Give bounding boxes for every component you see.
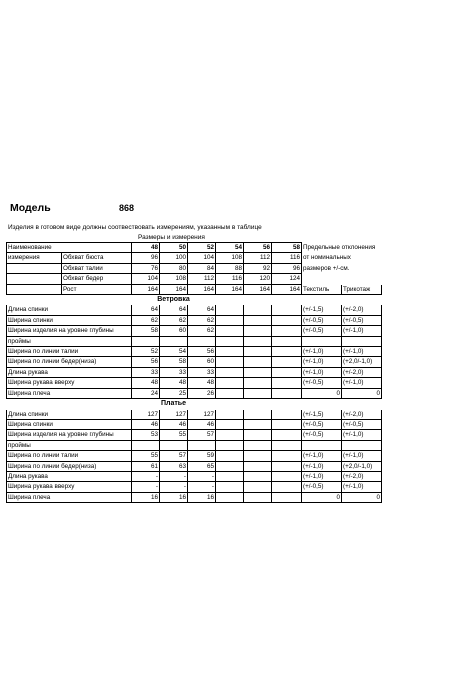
tolerance-textile: (+/-0,5) bbox=[302, 378, 342, 388]
header-name: Наименование bbox=[7, 243, 132, 253]
measurement-value: - bbox=[188, 482, 216, 492]
measurement-value: 56 bbox=[132, 357, 160, 367]
tolerance-knit: (+/-2,0) bbox=[342, 367, 382, 377]
measurement-row bbox=[7, 451, 382, 461]
tolerance-knit: (+/-1,0) bbox=[342, 482, 382, 492]
measurement-name: проймы bbox=[7, 336, 132, 346]
body-value: 112 bbox=[244, 253, 272, 263]
body-label: Обхват бедер bbox=[62, 274, 132, 284]
measurement-name: Ширина по линии талии bbox=[7, 347, 132, 357]
measurement-value: 62 bbox=[188, 315, 216, 325]
tolerance-textile: 0 bbox=[302, 492, 342, 502]
measurement-row bbox=[7, 367, 382, 377]
tolerance-textile: (+/-1,0) bbox=[302, 461, 342, 471]
measurement-value: 62 bbox=[188, 326, 216, 336]
measurement-value: 64 bbox=[188, 305, 216, 315]
tolerance-textile: (+/-0,5) bbox=[302, 315, 342, 325]
body-value: 76 bbox=[132, 263, 160, 273]
tolerance-header-1: Предельные отклонения bbox=[303, 244, 376, 251]
measurement-value: 56 bbox=[188, 347, 216, 357]
measurement-value: - bbox=[132, 482, 160, 492]
measurement-value: 58 bbox=[132, 326, 160, 336]
tolerance-knit: (+/-2,0) bbox=[342, 305, 382, 315]
body-value: 116 bbox=[272, 253, 302, 263]
tolerance-textile bbox=[302, 336, 342, 346]
tolerance-knit: (+2,0/-1,0) bbox=[342, 357, 382, 367]
measurement-value: 61 bbox=[132, 461, 160, 471]
body-row bbox=[7, 253, 382, 263]
measurement-name: Ширина плеча bbox=[7, 388, 132, 398]
tolerance-header-3: размеров +/-см. bbox=[303, 264, 350, 272]
tolerance-knit: 0 bbox=[342, 388, 382, 398]
measurement-row bbox=[7, 378, 382, 388]
measurement-value: 33 bbox=[188, 367, 216, 377]
measurement-value: 46 bbox=[188, 419, 216, 429]
measurement-row bbox=[7, 430, 382, 440]
measurement-value: 65 bbox=[188, 461, 216, 471]
measurements-table bbox=[6, 242, 382, 503]
body-label: Рост bbox=[62, 284, 132, 294]
body-row bbox=[7, 274, 382, 284]
body-value: 112 bbox=[188, 274, 216, 284]
body-value: 104 bbox=[188, 253, 216, 263]
table-note: Изделия в готовом виде должны соотвествовать измерениям, указанным в таблице bbox=[8, 224, 262, 231]
measurement-row bbox=[7, 461, 382, 471]
model-header bbox=[6, 198, 460, 218]
tol-header-textile: Текстиль bbox=[302, 284, 342, 294]
measurement-value: 53 bbox=[132, 430, 160, 440]
tolerance-textile: (+/-0,5) bbox=[302, 430, 342, 440]
measurement-value bbox=[132, 336, 160, 346]
body-value: 164 bbox=[160, 284, 188, 294]
tolerance-knit: (+/-0,5) bbox=[342, 419, 382, 429]
measurement-value: 16 bbox=[188, 492, 216, 502]
measurement-name: Длина рукава bbox=[7, 471, 132, 481]
measurement-value: 57 bbox=[188, 430, 216, 440]
body-row bbox=[7, 263, 382, 273]
measurement-name: Ширина по линии бедер(низа) bbox=[7, 357, 132, 367]
tolerance-textile: (+/-1,5) bbox=[302, 305, 342, 315]
body-value: 104 bbox=[132, 274, 160, 284]
measurement-row bbox=[7, 482, 382, 492]
tolerance-textile: (+/-0,5) bbox=[302, 419, 342, 429]
tolerance-knit bbox=[342, 440, 382, 450]
measurement-value: 16 bbox=[160, 492, 188, 502]
measurement-name: Ширина рукава вверху bbox=[7, 482, 132, 492]
measurement-row bbox=[7, 419, 382, 429]
measurement-value: 127 bbox=[160, 409, 188, 419]
measurement-value: 16 bbox=[132, 492, 160, 502]
measurement-value: 57 bbox=[160, 451, 188, 461]
tolerance-knit: 0 bbox=[342, 492, 382, 502]
tolerance-knit: (+2,0/-1,0) bbox=[342, 461, 382, 471]
measurement-value: 59 bbox=[188, 451, 216, 461]
measurement-value: - bbox=[160, 482, 188, 492]
body-value: 124 bbox=[272, 274, 302, 284]
measurement-value: 46 bbox=[132, 419, 160, 429]
header-row-1 bbox=[7, 243, 382, 253]
body-value: 120 bbox=[244, 274, 272, 284]
measurement-value: - bbox=[188, 471, 216, 481]
tolerance-knit: (+/-0,5) bbox=[342, 315, 382, 325]
body-value: 84 bbox=[188, 263, 216, 273]
measurement-name: Ширина плеча bbox=[7, 492, 132, 502]
measurement-row bbox=[7, 388, 382, 398]
tolerance-knit: (+/-2,0) bbox=[342, 471, 382, 481]
measurement-value bbox=[160, 440, 188, 450]
measurement-value: 33 bbox=[132, 367, 160, 377]
measurement-value: 62 bbox=[132, 315, 160, 325]
measurement-name: Длина спинки bbox=[7, 409, 132, 419]
tolerance-textile bbox=[302, 440, 342, 450]
body-value: 164 bbox=[272, 284, 302, 294]
measurement-name: Ширина спинки bbox=[7, 419, 132, 429]
measurement-value bbox=[188, 336, 216, 346]
measurement-value: 63 bbox=[160, 461, 188, 471]
measurement-value: - bbox=[132, 471, 160, 481]
section-title: Платье bbox=[161, 400, 186, 408]
size-52: 52 bbox=[188, 243, 216, 253]
measurement-value: 33 bbox=[160, 367, 188, 377]
tolerance-textile: (+/-1,0) bbox=[302, 451, 342, 461]
measurement-value: 48 bbox=[160, 378, 188, 388]
tolerance-textile: (+/-1,5) bbox=[302, 409, 342, 419]
tolerance-knit: (+/-1,0) bbox=[342, 326, 382, 336]
tolerance-knit: (+/-1,0) bbox=[342, 430, 382, 440]
measurement-value: 58 bbox=[160, 357, 188, 367]
measurement-value: - bbox=[160, 471, 188, 481]
tolerance-textile: (+/-1,0) bbox=[302, 471, 342, 481]
measurement-value bbox=[160, 336, 188, 346]
measurement-value bbox=[188, 440, 216, 450]
body-value: 80 bbox=[160, 263, 188, 273]
measurement-value: 48 bbox=[132, 378, 160, 388]
body-value: 92 bbox=[244, 263, 272, 273]
body-label: Обхват талии bbox=[62, 263, 132, 273]
body-value: 88 bbox=[216, 263, 244, 273]
model-number: 868 bbox=[119, 203, 135, 213]
measurement-row bbox=[7, 357, 382, 367]
body-value: 108 bbox=[216, 253, 244, 263]
tolerance-textile: 0 bbox=[302, 388, 342, 398]
measurement-value: 24 bbox=[132, 388, 160, 398]
measurement-value: 55 bbox=[132, 451, 160, 461]
measurement-row bbox=[7, 492, 382, 502]
measurement-value: 64 bbox=[132, 305, 160, 315]
tolerance-knit: (+/-1,0) bbox=[342, 451, 382, 461]
header-measurement: измерения bbox=[7, 253, 62, 263]
tolerance-knit: (+/-1,0) bbox=[342, 378, 382, 388]
measurement-row bbox=[7, 471, 382, 481]
body-label: Обхват бюста bbox=[62, 253, 132, 263]
measurement-value: 55 bbox=[160, 430, 188, 440]
tol-header-knit: Трикотаж bbox=[342, 284, 382, 294]
measurement-name: Длина спинки bbox=[7, 305, 132, 315]
measurement-value: 60 bbox=[160, 326, 188, 336]
body-value: 164 bbox=[188, 284, 216, 294]
measurement-row bbox=[7, 305, 382, 315]
measurement-value: 62 bbox=[160, 315, 188, 325]
measurement-name: Ширина спинки bbox=[7, 315, 132, 325]
measurement-value: 52 bbox=[132, 347, 160, 357]
model-label: Модель bbox=[10, 202, 51, 214]
tolerance-knit: (+/-1,0) bbox=[342, 347, 382, 357]
body-value: 164 bbox=[216, 284, 244, 294]
body-value: 164 bbox=[132, 284, 160, 294]
measurement-row bbox=[7, 409, 382, 419]
measurement-name: Ширина рукава вверху bbox=[7, 378, 132, 388]
tolerance-knit bbox=[342, 336, 382, 346]
measurement-name: проймы bbox=[7, 440, 132, 450]
tolerance-textile: (+/-1,0) bbox=[302, 347, 342, 357]
size-56: 56 bbox=[244, 243, 272, 253]
size-54: 54 bbox=[216, 243, 244, 253]
section-title-row bbox=[7, 399, 382, 409]
size-50: 50 bbox=[160, 243, 188, 253]
tolerance-header-2: от номинальных bbox=[303, 254, 351, 262]
body-value: 100 bbox=[160, 253, 188, 263]
measurement-name: Ширина по линии талии bbox=[7, 451, 132, 461]
measurement-row bbox=[7, 347, 382, 357]
sizes-caption: Размеры и измерения bbox=[138, 234, 205, 241]
measurement-row bbox=[7, 315, 382, 325]
measurement-row bbox=[7, 326, 382, 336]
tolerance-textile: (+/-1,0) bbox=[302, 357, 342, 367]
body-value: 164 bbox=[244, 284, 272, 294]
measurement-value: 127 bbox=[132, 409, 160, 419]
tolerance-textile: (+/-1,0) bbox=[302, 367, 342, 377]
measurement-value: 26 bbox=[188, 388, 216, 398]
body-value: 108 bbox=[160, 274, 188, 284]
body-value: 116 bbox=[216, 274, 244, 284]
section-title-row bbox=[7, 295, 382, 305]
body-value: 96 bbox=[272, 263, 302, 273]
size-58: 58 bbox=[272, 243, 302, 253]
measurement-value: 64 bbox=[160, 305, 188, 315]
measurement-name: Ширина по линии бедер(низа) bbox=[7, 461, 132, 471]
size-48: 48 bbox=[132, 243, 160, 253]
measurement-value bbox=[132, 440, 160, 450]
measurement-value: 54 bbox=[160, 347, 188, 357]
measurement-value: 127 bbox=[188, 409, 216, 419]
measurement-row bbox=[7, 440, 382, 450]
measurement-value: 25 bbox=[160, 388, 188, 398]
tolerance-textile: (+/-0,5) bbox=[302, 326, 342, 336]
measurement-name: Ширина изделия на уровне глубины bbox=[7, 326, 132, 336]
measurement-value: 48 bbox=[188, 378, 216, 388]
measurement-name: Ширина изделия на уровне глубины bbox=[7, 430, 132, 440]
body-value: 96 bbox=[132, 253, 160, 263]
measurement-value: 46 bbox=[160, 419, 188, 429]
measurement-row bbox=[7, 336, 382, 346]
measurement-name: Длина рукава bbox=[7, 367, 132, 377]
section-title: Ветровка bbox=[157, 296, 190, 304]
body-row bbox=[7, 284, 382, 294]
tolerance-textile: (+/-0,5) bbox=[302, 482, 342, 492]
measurement-value: 60 bbox=[188, 357, 216, 367]
tolerance-knit: (+/-2,0) bbox=[342, 409, 382, 419]
